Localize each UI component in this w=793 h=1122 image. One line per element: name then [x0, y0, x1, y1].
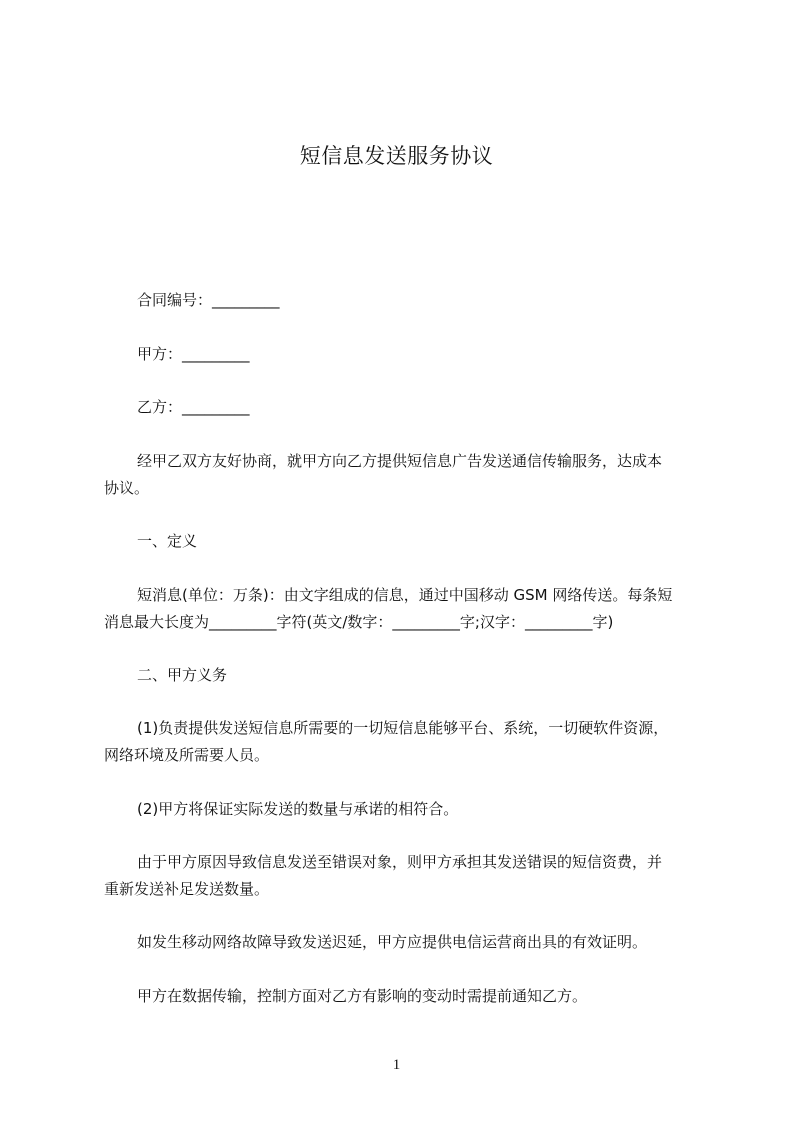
party-a-line: 甲方：_________ — [137, 345, 250, 363]
error-paragraph-line-1: 由于甲方原因导致信息发送至错误对象，则甲方承担其发送错误的短信资费，并 — [137, 853, 663, 871]
error-paragraph-line-2: 重新发送补足发送数量。 — [104, 880, 270, 898]
delay-paragraph: 如发生移动网络故障导致发送迟延，甲方应提供电信运营商出具的有效证明。 — [137, 933, 648, 951]
definition-line-2: 消息最大长度为_________字符(英文/数字：_________字;汉字：_________字) — [104, 613, 614, 631]
notice-paragraph: 甲方在数据传输，控制方面对乙方有影响的变动时需提前通知乙方。 — [137, 987, 588, 1005]
intro-paragraph-line-1: 经甲乙双方友好协商，就甲方向乙方提供短信息广告发送通信传输服务，达成本 — [137, 452, 663, 470]
section-2-heading: 二、甲方义务 — [137, 666, 228, 684]
contract-number-line: 合同编号：_________ — [137, 291, 280, 309]
definition-line-1: 短消息(单位：万条)：由文字组成的信息，通过中国移动 GSM 网络传送。每条短 — [137, 586, 673, 604]
intro-paragraph-line-2: 协议。 — [104, 479, 150, 497]
obligation-item-1-line-2: 网络环境及所需要人员。 — [104, 746, 270, 764]
obligation-item-1-line-1: (1)负责提供发送短信息所需要的一切短信息能够平台、系统，一切硬软件资源， — [137, 719, 669, 737]
section-1-heading: 一、定义 — [137, 532, 198, 550]
page-number: 1 — [392, 1057, 401, 1073]
obligation-item-2: (2)甲方将保证实际发送的数量与承诺的相符合。 — [137, 800, 459, 818]
party-b-line: 乙方：_________ — [137, 398, 250, 416]
document-title: 短信息发送服务协议 — [299, 144, 494, 168]
